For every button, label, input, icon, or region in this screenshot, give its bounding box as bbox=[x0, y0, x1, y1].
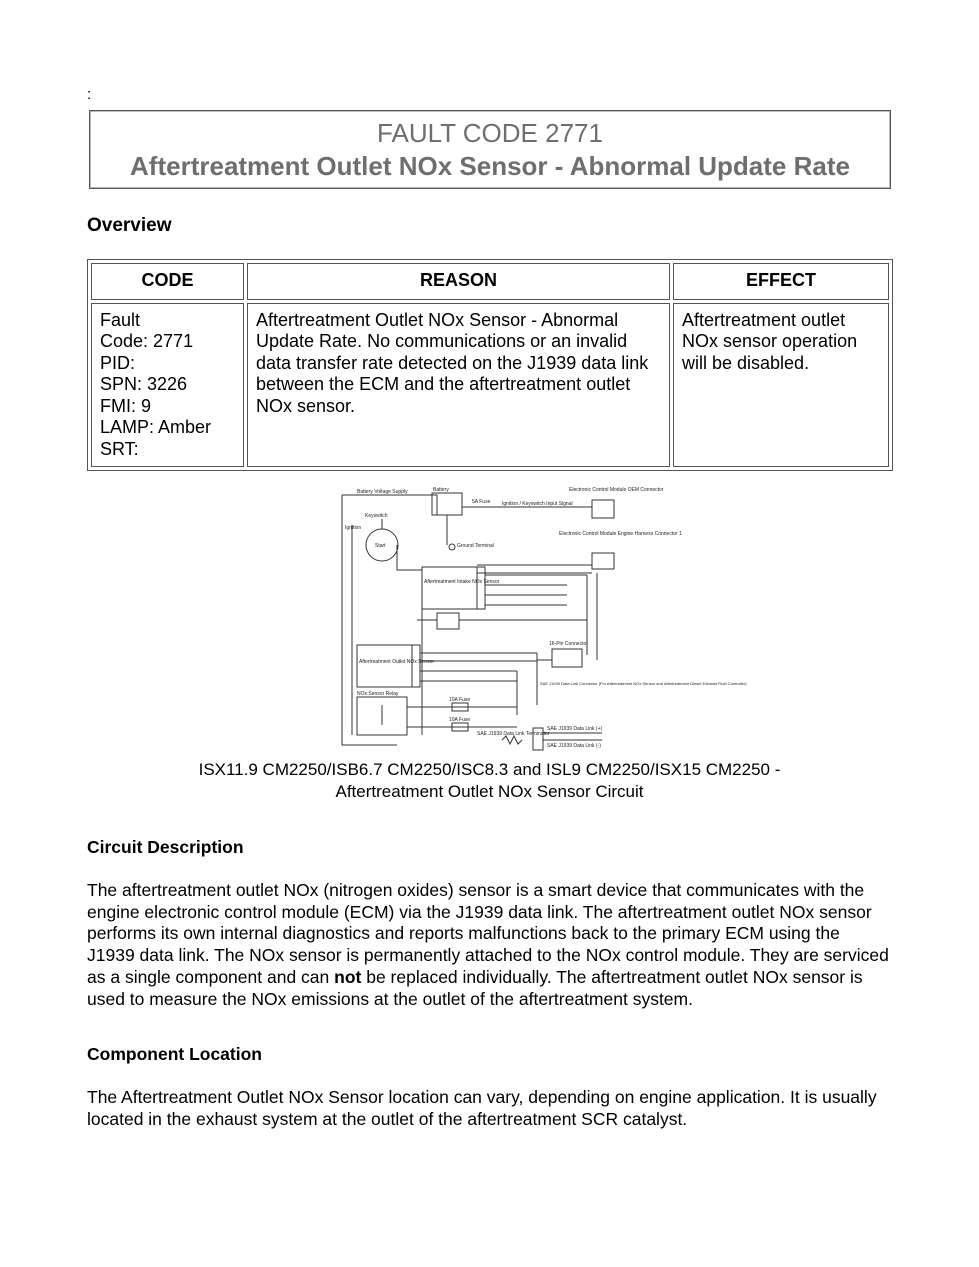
fault-code-subtitle: Aftertreatment Outlet NOx Sensor - Abnormal Update Rate bbox=[130, 151, 850, 181]
label-keyswitch: Keyswitch bbox=[365, 513, 388, 519]
label-j1939-neg: SAE J1939 Data Link (-) bbox=[547, 743, 601, 749]
table-row bbox=[91, 303, 889, 468]
code-line: Fault bbox=[100, 309, 141, 330]
effect-cell: Aftertreatment outlet NOx sensor operation will be disabled. bbox=[673, 303, 889, 468]
column-header-effect: EFFECT bbox=[673, 263, 889, 300]
caption-line: Aftertreatment Outlet NOx Sensor Circuit bbox=[335, 782, 644, 801]
circuit-diagram-svg bbox=[337, 485, 747, 755]
label-ignition-signal: Ignition / Keyswitch Input Signal bbox=[502, 501, 573, 507]
title-box bbox=[89, 110, 891, 189]
label-fuse: 5A Fuse bbox=[472, 499, 491, 505]
label-ground: Ground Terminal bbox=[457, 543, 494, 549]
code-line: FMI: 9 bbox=[100, 395, 152, 416]
header-mark: : bbox=[87, 86, 92, 103]
diagram-labels bbox=[345, 487, 747, 749]
circuit-text-part1: The aftertreatment outlet NOx (nitrogen oxides) sensor is a smart device that communicates with the engine electronic control module (ECM) via the J1939 data link. The aftertreatment outlet NOx sensor performs its own internal diagnostics and reports malfunctions back to the primary ECM using the J1939 data link. The NOx sensor is permanently attached to the NOx control module. They are serviced as a single component and can bbox=[87, 880, 889, 987]
figure-caption bbox=[87, 759, 892, 803]
label-start: Start bbox=[375, 543, 386, 549]
table-header-row bbox=[91, 263, 889, 300]
code-line: SPN: 3226 bbox=[100, 374, 188, 394]
overview-heading: Overview bbox=[87, 215, 172, 236]
column-header-code: CODE bbox=[91, 263, 244, 300]
code-cell bbox=[91, 303, 244, 468]
overview-table bbox=[87, 259, 893, 471]
label-j1939-pos: SAE J1939 Data Link (+) bbox=[547, 726, 603, 732]
label-outlet-sensor: Aftertreatment Outlet NOx Sensor bbox=[359, 659, 435, 665]
label-fuse-10a: 10A Fuse bbox=[449, 697, 471, 703]
label-ecm-engine: Electronic Control Module Engine Harness Connector 1 bbox=[559, 531, 682, 537]
label-battery: Battery bbox=[433, 487, 449, 493]
code-line: Code: 2771 bbox=[100, 331, 194, 351]
code-line: LAMP: Amber bbox=[100, 417, 212, 437]
label-relay: NOx Sensor Relay bbox=[357, 691, 399, 697]
label-ecm-oem: Electronic Control Module OEM Connector bbox=[569, 487, 664, 493]
circuit-text-bold: not bbox=[334, 966, 362, 987]
fault-code-title: FAULT CODE 2771 bbox=[377, 118, 603, 148]
column-header-reason: REASON bbox=[247, 263, 670, 300]
circuit-description-heading: Circuit Description bbox=[87, 837, 244, 857]
component-location-heading: Component Location bbox=[87, 1044, 262, 1065]
circuit-text-part2: be replaced individually. The aftertreatment outlet NOx sensor is used to measure the NOx emissions at the outlet of the aftertreatment system. bbox=[87, 966, 863, 1009]
label-battery-supply: Battery Voltage Supply bbox=[357, 489, 408, 495]
label-j1939-connector: SAE J1939 Data Link Connector (For Aftertreatment NOx Sensor and Aftertreatment Diesel Exhaust Fluid Controller) bbox=[540, 681, 747, 686]
code-line: SRT: bbox=[100, 438, 139, 459]
label-ignition: Ignition bbox=[345, 525, 362, 531]
caption-line: ISX11.9 CM2250/ISB6.7 CM2250/ISC8.3 and ISL9 CM2250/ISX15 CM2250 - bbox=[198, 760, 781, 779]
label-fuse-10b: 10A Fuse bbox=[449, 717, 471, 723]
circuit-diagram bbox=[337, 485, 747, 755]
label-terminator: SAE J1939 Data Link Terminator bbox=[477, 731, 550, 737]
code-line: PID: bbox=[100, 352, 136, 373]
label-inlet-sensor: Aftertreatment Intake NOx Sensor bbox=[424, 579, 500, 585]
label-16-pin: 16-Pin Connector bbox=[549, 641, 588, 647]
reason-cell: Aftertreatment Outlet NOx Sensor - Abnormal Update Rate. No communications or an invalid data transfer rate detected on the J1939 data link between the ECM and the aftertreatment outlet NOx sensor. bbox=[247, 303, 670, 468]
circuit-description-text bbox=[87, 880, 892, 1010]
document-page bbox=[87, 86, 892, 1131]
component-location-text: The Aftertreatment Outlet NOx Sensor location can vary, depending on engine application. It is usually located in the exhaust system at the outlet of the aftertreatment SCR catalyst. bbox=[87, 1087, 877, 1129]
